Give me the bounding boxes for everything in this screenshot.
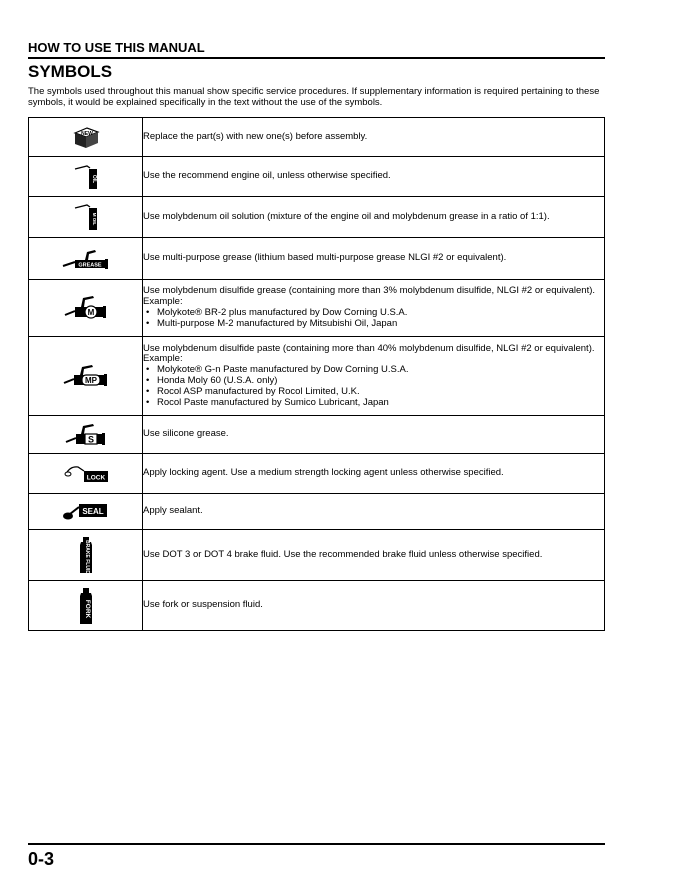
svg-text:GREASE: GREASE	[77, 262, 102, 268]
table-row	[29, 157, 605, 197]
sealant-tube-icon	[61, 501, 111, 523]
list-item: • Molykote® BR-2 plus manufactured by Dow Corning U.S.A.	[143, 308, 604, 319]
fork-fluid-bottle-icon	[77, 587, 95, 625]
symbol-description: Use fork or suspension fluid.	[143, 599, 263, 611]
list-item: • Rocol ASP manufactured by Rocol Limited, U.K.	[143, 387, 604, 398]
brake-fluid-bottle-icon	[77, 536, 95, 574]
grease-gun-icon	[61, 247, 111, 271]
molybdenum-grease-gun-icon	[63, 294, 109, 322]
list-item: • Multi-purpose M-2 manufactured by Mitsubishi Oil, Japan	[143, 319, 604, 330]
table-row	[29, 118, 605, 157]
list-item: • Rocol Paste manufactured by Sumico Lubricant, Japan	[143, 398, 604, 409]
symbol-description: Apply locking agent. Use a medium strength locking agent unless otherwise specified.	[143, 467, 504, 479]
table-row	[29, 337, 605, 416]
svg-text:MP: MP	[84, 376, 97, 385]
engine-oil-can-icon	[69, 163, 103, 191]
molybdenum-oil-can-icon	[69, 202, 103, 232]
symbol-description: Use molybdenum disulfide paste (containing more than 40% molybdenum disulfide, NLGI #2 or equivalent).	[143, 342, 595, 354]
page-number: 0-3	[28, 849, 55, 869]
svg-text:S: S	[87, 434, 94, 444]
svg-text:M OIL: M OIL	[91, 212, 97, 226]
example-list	[143, 365, 604, 408]
svg-text:M: M	[87, 308, 94, 317]
symbol-description: Use the recommend engine oil, unless otherwise specified.	[143, 170, 391, 182]
svg-text:NEW: NEW	[80, 131, 93, 137]
silicone-grease-gun-icon	[64, 423, 108, 447]
locking-agent-icon	[62, 462, 110, 486]
intro-paragraph: The symbols used throughout this manual show specific service procedures. If supplementary information is required pertaining to these symbols, it would be explained specifically in the text without the use of the symbols.	[28, 86, 600, 108]
page-title: SYMBOLS	[28, 62, 113, 81]
svg-text:OIL: OIL	[90, 174, 97, 183]
svg-text:LOCK: LOCK	[86, 474, 105, 481]
list-item: • Molykote® G-n Paste manufactured by Dow Corning U.S.A.	[143, 365, 604, 376]
table-row	[29, 197, 605, 238]
example-label: Example:	[143, 353, 183, 365]
symbol-description: Use silicone grease.	[143, 428, 229, 440]
svg-text:FORK: FORK	[83, 599, 91, 618]
symbols-table	[28, 117, 605, 631]
symbol-description: Use multi-purpose grease (lithium based multi-purpose grease NLGI #2 or equivalent).	[143, 252, 507, 264]
table-row	[29, 581, 605, 631]
symbol-description: Use molybdenum oil solution (mixture of the engine oil and molybdenum grease in a ratio of 1:1).	[143, 210, 550, 222]
footer-divider	[28, 843, 605, 845]
symbol-description: Replace the part(s) with new one(s) before assembly.	[143, 130, 368, 142]
table-row	[29, 454, 605, 494]
symbol-description: Use DOT 3 or DOT 4 brake fluid. Use the recommended brake fluid unless otherwise specified.	[143, 548, 543, 560]
svg-text:SEAL: SEAL	[81, 506, 104, 516]
table-row	[29, 416, 605, 454]
table-row	[29, 280, 605, 337]
section-header: HOW TO USE THIS MANUAL	[28, 40, 605, 59]
table-row	[29, 494, 605, 530]
example-list	[143, 308, 604, 330]
svg-text:BRAKE FLUID: BRAKE FLUID	[83, 540, 90, 574]
new-part-box-icon	[72, 124, 100, 150]
example-label: Example:	[143, 296, 183, 308]
molybdenum-paste-gun-icon	[62, 363, 110, 389]
symbol-description: Apply sealant.	[143, 505, 203, 517]
table-row	[29, 238, 605, 280]
symbol-description: Use molybdenum disulfide grease (containing more than 3% molybdenum disulfide, NLGI #2 or equivalent).	[143, 285, 596, 297]
table-row	[29, 530, 605, 581]
list-item: • Honda Moly 60 (U.S.A. only)	[143, 376, 604, 387]
